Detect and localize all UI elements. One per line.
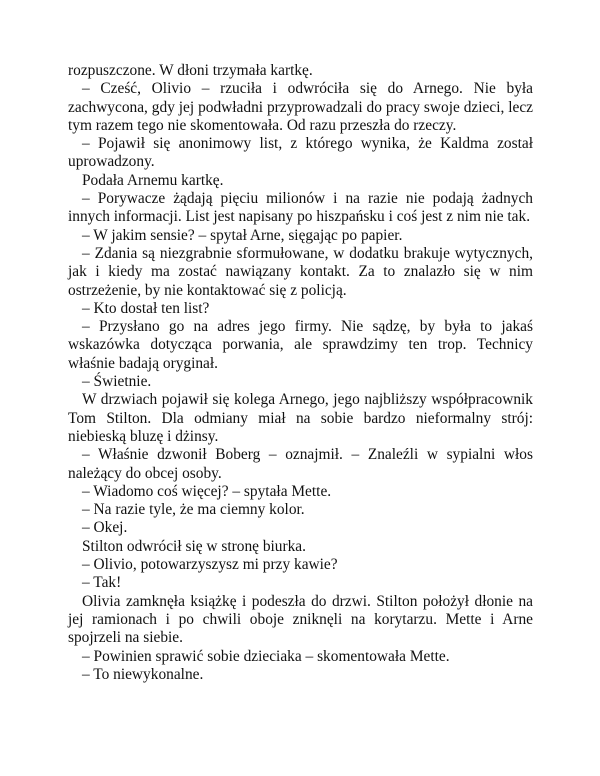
paragraph: – Zdania są niezgrabnie sformułowane, w dodatku brakuje wytycznych, jak i kiedy ma zostać nawiązany kontakt. Za to znalazło się w nim ostrzeżenie, by nie kontaktować się z policją. <box>68 244 533 299</box>
paragraph: – To niewykonalne. <box>82 665 204 683</box>
paragraph: – Kto dostał ten list? <box>82 299 210 317</box>
paragraph: – Przysłano go na adres jego firmy. Nie sądzę, by była to jakaś wskazówka dotycząca porwania, ale sprawdzimy ten trop. Technicy właśnie badają oryginał. <box>68 318 533 372</box>
paragraph: – Porywacze żądają pięciu milionów i na razie nie podają żadnych innych informacji. List jest napisany po hiszpańsku i coś jest z nim nie tak. <box>68 190 533 226</box>
paragraph: – W jakim sensie? – spytał Arne, sięgając po papier. <box>82 226 403 244</box>
paragraph: W drzwiach pojawił się kolega Arnego, jego najbliższy współpracownik Tom Stilton. Dla odmiany miał na sobie bardzo nieformalny strój: niebieską bluzę i dżinsy. <box>68 391 533 445</box>
paragraph: – Okej. <box>82 519 128 537</box>
paragraph: – Właśnie dzwonił Boberg – oznajmił. – Znaleźli w sypialni włos należący do obcej osoby. <box>68 446 533 482</box>
book-page-text <box>68 62 533 684</box>
paragraph: – Świetnie. <box>82 373 152 391</box>
paragraph: – Tak! <box>82 574 122 592</box>
paragraph: – Wiadomo coś więcej? – spytała Mette. <box>82 482 332 500</box>
paragraph: – Powinien sprawić sobie dzieciaka – skomentowała Mette. <box>82 647 450 665</box>
paragraph: – Olivio, potowarzyszysz mi przy kawie? <box>82 556 338 574</box>
paragraph: – Pojawił się anonimowy list, z którego wynika, że Kaldma został uprowadzony. <box>68 135 533 171</box>
paragraph: Olivia zamknęła książkę i podeszła do drzwi. Stilton położył dłonie na jej ramionach i po chwili oboje zniknęli na korytarzu. Mette i Arne spojrzeli na siebie. <box>68 592 533 647</box>
paragraph: rozpuszczone. W dłoni trzymała kartkę. <box>68 62 313 79</box>
paragraph: Podała Arnemu kartkę. <box>82 171 224 189</box>
paragraph: Stilton odwrócił się w stronę biurka. <box>82 537 306 555</box>
paragraph: – Cześć, Olivio – rzuciła i odwróciła się do Arnego. Nie była zachwycona, gdy jej podwładni przyprowadzali do pracy swoje dzieci, lecz tym razem tego nie skomentowała. Od razu przeszła do rzeczy. <box>68 80 533 134</box>
paragraph: – Na razie tyle, że ma ciemny kolor. <box>82 501 305 519</box>
